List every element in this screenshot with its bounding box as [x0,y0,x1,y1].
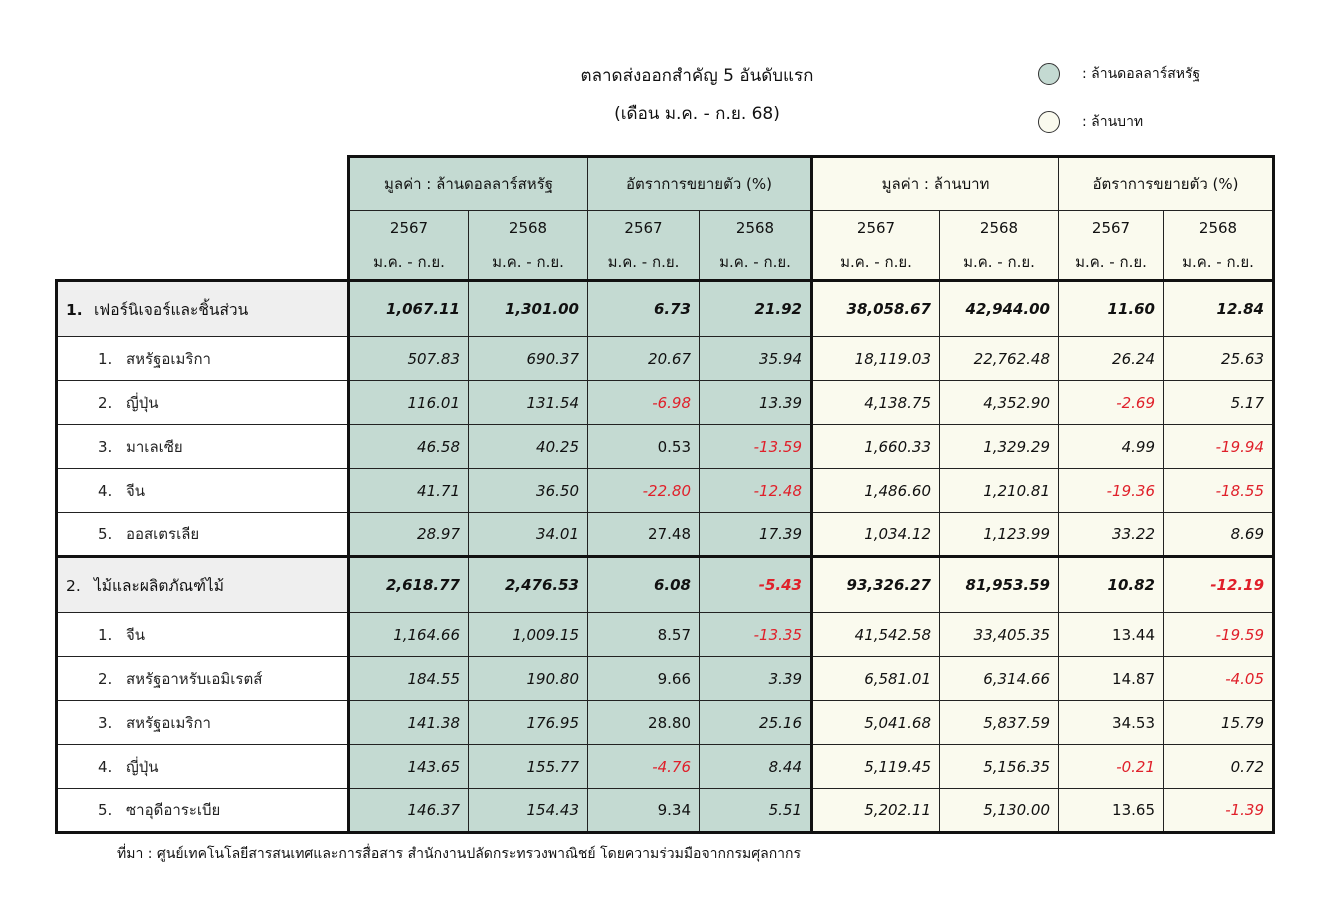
value-cell: 1,067.11 [349,281,469,337]
row-label: สหรัฐอเมริกา [126,713,211,732]
country-name [57,337,349,381]
value-cell: -6.98 [588,381,700,425]
legend-usd [1038,63,1200,85]
row-index: 3. [98,437,113,456]
country-name [57,657,349,701]
value-cell: 5,837.59 [940,701,1059,745]
value-cell: 0.53 [588,425,700,469]
table-row [57,613,1274,657]
category-name [57,281,349,337]
table-row [57,337,1274,381]
value-cell: 1,034.12 [812,513,940,557]
table-row [57,469,1274,513]
value-cell: 6.08 [588,557,700,613]
value-cell: 184.55 [349,657,469,701]
country-name [57,469,349,513]
table-row [57,745,1274,789]
row-label: เฟอร์นิเจอร์และชิ้นส่วน [94,300,249,319]
value-cell: 12.84 [1164,281,1274,337]
value-cell: 34.53 [1059,701,1164,745]
category-name [57,557,349,613]
source-note: ที่มา : ศูนย์เทคโนโลยีสารสนเทศและการสื่อสาร สำนักงานปลัดกระทรวงพาณิชย์ โดยความร่วมมือจากกรมศุลกากร [117,846,802,862]
value-cell: 2,476.53 [469,557,588,613]
row-label: จีน [126,481,146,500]
table-row [57,701,1274,745]
value-cell: 4,138.75 [812,381,940,425]
value-cell: 34.01 [469,513,588,557]
value-cell: 1,123.99 [940,513,1059,557]
category-row [57,281,1274,337]
value-cell: 507.83 [349,337,469,381]
value-cell: -18.55 [1164,469,1274,513]
row-label: ออสเตรเลีย [126,525,200,543]
value-cell: 1,301.00 [469,281,588,337]
value-cell: 25.16 [700,701,812,745]
value-cell: 176.95 [469,701,588,745]
row-index: 5. [98,525,113,543]
value-cell: 17.39 [700,513,812,557]
value-cell: 8.69 [1164,513,1274,557]
value-cell: 26.24 [1059,337,1164,381]
year-header: 2567 ม.ค. - ก.ย. [588,211,700,281]
page-title: ตลาดส่งออกสำคัญ 5 อันดับแรก [580,66,814,86]
value-cell: -19.94 [1164,425,1274,469]
value-cell: 1,486.60 [812,469,940,513]
row-index: 1. [98,625,113,644]
value-cell: 5,041.68 [812,701,940,745]
row-index: 5. [98,801,113,819]
export-markets-table [55,155,1275,834]
value-cell: -0.21 [1059,745,1164,789]
row-index: 4. [98,757,113,776]
value-cell: 6,314.66 [940,657,1059,701]
value-cell: -4.05 [1164,657,1274,701]
value-cell: 5,156.35 [940,745,1059,789]
table-row [57,657,1274,701]
value-cell: 13.65 [1059,789,1164,833]
country-name [57,513,349,557]
value-cell: 20.67 [588,337,700,381]
value-cell: 690.37 [469,337,588,381]
value-cell: 5.51 [700,789,812,833]
country-name [57,613,349,657]
value-cell: 4.99 [1059,425,1164,469]
value-cell: 1,009.15 [469,613,588,657]
value-cell: -2.69 [1059,381,1164,425]
header-thb-growth: อัตราการขยายตัว (%) [1059,157,1274,211]
row-label: ไม้และผลิตภัณฑ์ไม้ [94,576,224,595]
value-cell: 38,058.67 [812,281,940,337]
value-cell: 1,210.81 [940,469,1059,513]
value-cell: 28.80 [588,701,700,745]
value-cell: -19.59 [1164,613,1274,657]
page-subtitle: (เดือน ม.ค. - ก.ย. 68) [614,104,780,124]
value-cell: 8.57 [588,613,700,657]
value-cell: 2,618.77 [349,557,469,613]
value-cell: 9.66 [588,657,700,701]
row-label: ซาอุดีอาระเบีย [126,801,221,819]
value-cell: 35.94 [700,337,812,381]
table-row [57,381,1274,425]
legend-thb-label: : ล้านบาท [1082,114,1144,130]
value-cell: -19.36 [1059,469,1164,513]
value-cell: 1,329.29 [940,425,1059,469]
category-row [57,557,1274,613]
row-index: 2. [98,393,113,412]
year-header: 2568 ม.ค. - ก.ย. [940,211,1059,281]
legend-thb [1038,111,1143,133]
value-cell: 25.63 [1164,337,1274,381]
row-label: จีน [126,625,146,644]
year-header: 2568 ม.ค. - ก.ย. [1164,211,1274,281]
value-cell: 33.22 [1059,513,1164,557]
year-header: 2567 ม.ค. - ก.ย. [1059,211,1164,281]
value-cell: 141.38 [349,701,469,745]
value-cell: 22,762.48 [940,337,1059,381]
table-body [57,281,1274,833]
year-header-row [57,211,1274,281]
value-cell: 155.77 [469,745,588,789]
value-cell: 81,953.59 [940,557,1059,613]
value-cell: 5.17 [1164,381,1274,425]
row-index: 2. [66,576,81,595]
header-thb-value: มูลค่า : ล้านบาท [812,157,1059,211]
value-cell: 13.44 [1059,613,1164,657]
row-index: 2. [98,669,113,688]
value-cell: 28.97 [349,513,469,557]
row-index: 4. [98,481,113,500]
value-cell: 93,326.27 [812,557,940,613]
value-cell: 41,542.58 [812,613,940,657]
row-label: ญี่ปุ่น [126,757,159,776]
value-cell: 8.44 [700,745,812,789]
country-name [57,701,349,745]
row-label: สหรัฐอาหรับเอมิเรตส์ [126,669,263,688]
value-cell: -12.48 [700,469,812,513]
value-cell: 5,202.11 [812,789,940,833]
legend-usd-label: : ล้านดอลลาร์สหรัฐ [1082,66,1201,82]
value-cell: 190.80 [469,657,588,701]
value-cell: 3.39 [700,657,812,701]
value-cell: -13.35 [700,613,812,657]
value-cell: -5.43 [700,557,812,613]
row-label: มาเลเซีย [126,437,183,456]
value-cell: 1,660.33 [812,425,940,469]
value-cell: 40.25 [469,425,588,469]
value-cell: -12.19 [1164,557,1274,613]
value-cell: 131.54 [469,381,588,425]
year-header: 2567 ม.ค. - ก.ย. [812,211,940,281]
year-header: 2568 ม.ค. - ก.ย. [469,211,588,281]
row-index: 1. [98,349,113,368]
value-cell: 154.43 [469,789,588,833]
value-cell: 146.37 [349,789,469,833]
value-cell: 6,581.01 [812,657,940,701]
country-name [57,745,349,789]
header-usd-growth: อัตราการขยายตัว (%) [588,157,812,211]
value-cell: 27.48 [588,513,700,557]
country-name [57,425,349,469]
value-cell: 11.60 [1059,281,1164,337]
value-cell: 36.50 [469,469,588,513]
value-cell: -13.59 [700,425,812,469]
value-cell: 46.58 [349,425,469,469]
value-cell: 42,944.00 [940,281,1059,337]
value-cell: 13.39 [700,381,812,425]
year-header: 2568 ม.ค. - ก.ย. [700,211,812,281]
value-cell: 9.34 [588,789,700,833]
year-header: 2567 ม.ค. - ก.ย. [349,211,469,281]
group-header-row [57,157,1274,211]
usd-circle-icon [1038,63,1060,85]
value-cell: -22.80 [588,469,700,513]
row-label: สหรัฐอเมริกา [126,349,211,368]
value-cell: 18,119.03 [812,337,940,381]
value-cell: 1,164.66 [349,613,469,657]
row-index: 1. [66,300,83,319]
value-cell: 15.79 [1164,701,1274,745]
value-cell: 4,352.90 [940,381,1059,425]
value-cell: 143.65 [349,745,469,789]
row-index: 3. [98,713,113,732]
value-cell: 0.72 [1164,745,1274,789]
country-name [57,789,349,833]
table-row [57,513,1274,557]
value-cell: 21.92 [700,281,812,337]
value-cell: 5,130.00 [940,789,1059,833]
value-cell: 41.71 [349,469,469,513]
value-cell: 14.87 [1059,657,1164,701]
table-row [57,425,1274,469]
value-cell: 6.73 [588,281,700,337]
value-cell: 5,119.45 [812,745,940,789]
value-cell: 10.82 [1059,557,1164,613]
header-usd-value: มูลค่า : ล้านดอลลาร์สหรัฐ [349,157,588,211]
value-cell: 116.01 [349,381,469,425]
value-cell: -4.76 [588,745,700,789]
row-label: ญี่ปุ่น [126,393,159,412]
thb-circle-icon [1038,111,1060,133]
country-name [57,381,349,425]
table-row [57,789,1274,833]
value-cell: 33,405.35 [940,613,1059,657]
value-cell: -1.39 [1164,789,1274,833]
